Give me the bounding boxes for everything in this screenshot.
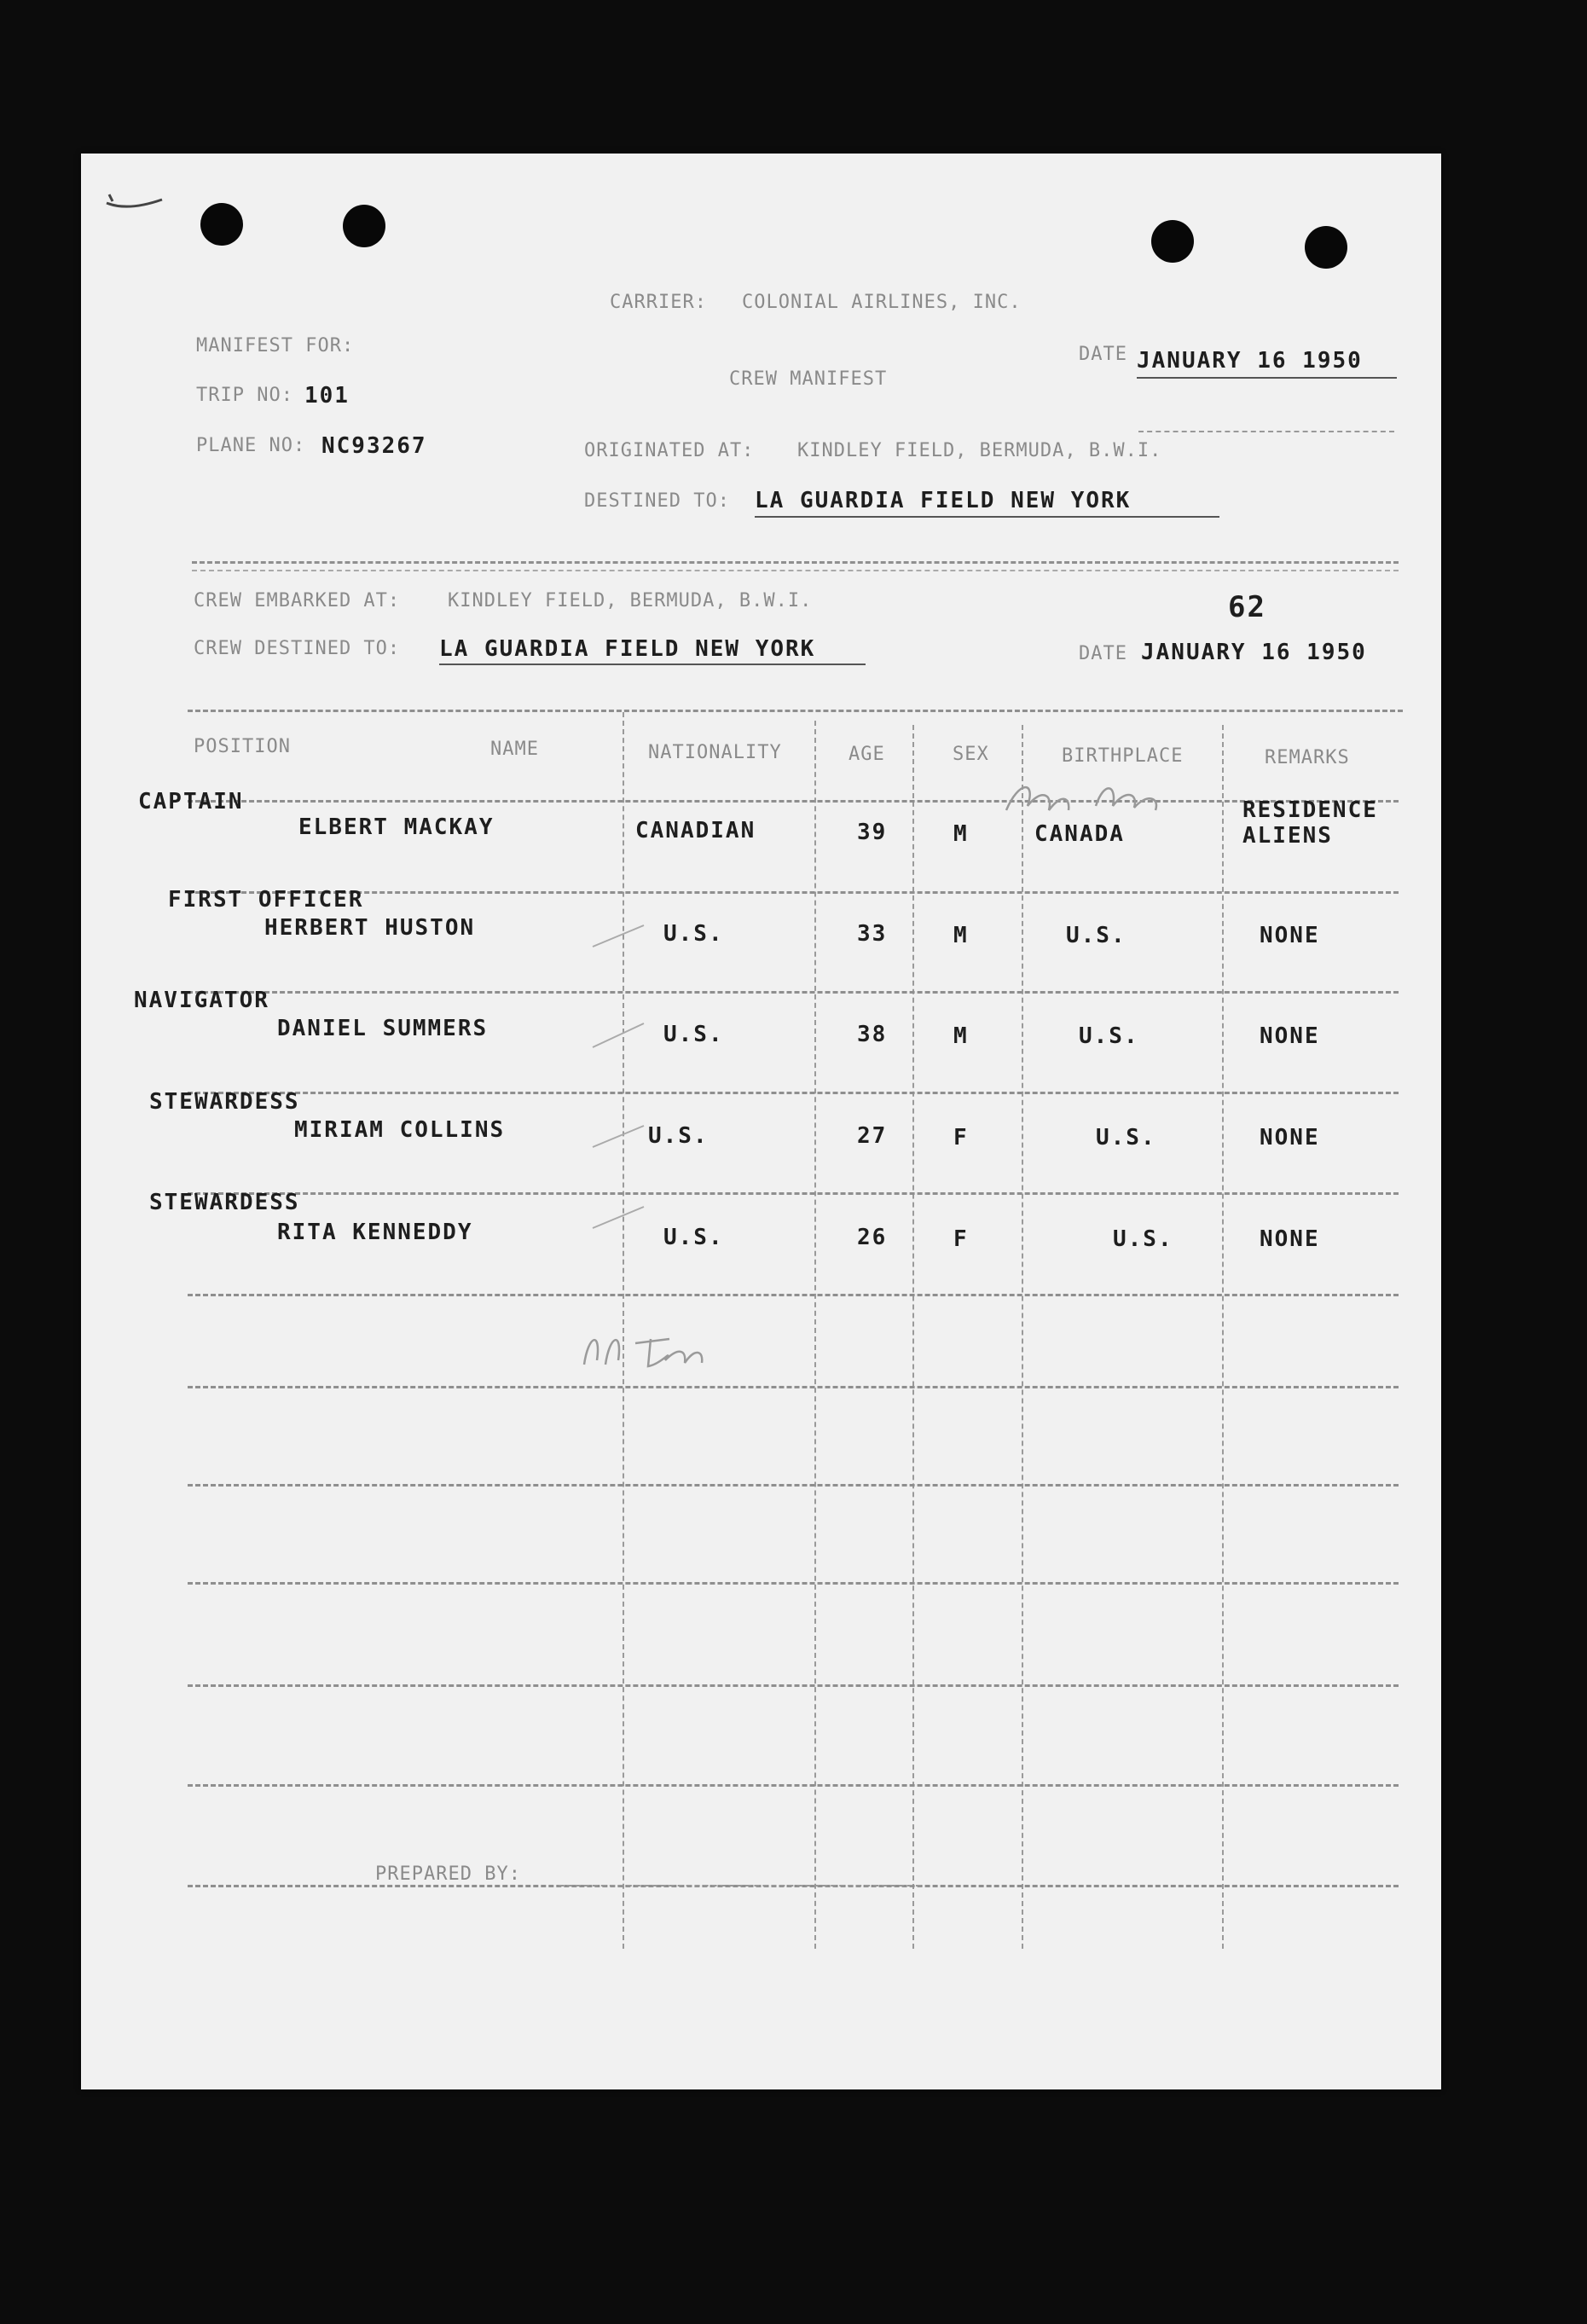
col-header-remarks: REMARKS <box>1265 747 1350 768</box>
initials-signature-icon <box>576 1313 780 1382</box>
row-name: ELBERT MACKAY <box>298 814 495 840</box>
punch-hole-icon <box>1151 220 1194 263</box>
pencil-tick-icon <box>584 904 652 1245</box>
row-age: 39 <box>857 820 888 845</box>
crew-date: JANUARY 16 1950 <box>1141 640 1367 665</box>
col-header-age: AGE <box>849 744 885 765</box>
trip-number: 101 <box>304 383 350 409</box>
row-age: 33 <box>857 921 888 947</box>
row-name: RITA KENNEDDY <box>277 1220 473 1245</box>
plane-label: PLANE NO: <box>196 435 306 456</box>
date-label: DATE <box>1079 344 1127 365</box>
punch-hole-icon <box>1305 226 1347 269</box>
row-nationality: U.S. <box>663 921 724 947</box>
row-birthplace: U.S. <box>1066 923 1127 948</box>
row-sex: M <box>953 1023 969 1049</box>
crew-embarked-label: CREW EMBARKED AT: <box>194 590 401 611</box>
row-position: STEWARDESS <box>149 1190 300 1215</box>
manifest-number: 62 <box>1228 590 1266 624</box>
row-birthplace: U.S. <box>1079 1023 1139 1049</box>
crew-embarked-value: KINDLEY FIELD, BERMUDA, B.W.I. <box>448 590 813 611</box>
carrier-value: COLONIAL AIRLINES, INC. <box>742 292 1022 313</box>
row-name: MIRIAM COLLINS <box>294 1117 506 1143</box>
trip-label: TRIP NO: <box>196 385 293 406</box>
punch-hole-icon <box>200 203 243 246</box>
row-remarks: NONE <box>1260 1023 1320 1049</box>
crew-destined-label: CREW DESTINED TO: <box>194 638 401 659</box>
row-remarks: NONE <box>1260 1125 1320 1150</box>
row-age: 27 <box>857 1123 888 1149</box>
col-header-birthplace: BIRTHPLACE <box>1062 745 1184 767</box>
manifest-for-label: MANIFEST FOR: <box>196 335 355 356</box>
row-nationality: U.S. <box>663 1022 724 1047</box>
col-header-sex: SEX <box>953 744 989 765</box>
col-header-position: POSITION <box>194 736 291 757</box>
crew-date-label: DATE <box>1079 643 1127 664</box>
row-sex: F <box>953 1226 969 1252</box>
manifest-title: CREW MANIFEST <box>729 368 888 390</box>
row-birthplace: CANADA <box>1034 821 1125 847</box>
row-name: HERBERT HUSTON <box>264 915 476 941</box>
prepared-by-label: PREPARED BY: <box>375 1863 521 1885</box>
row-birthplace: U.S. <box>1113 1226 1173 1252</box>
crew-destined-value: LA GUARDIA FIELD NEW YORK <box>439 636 816 662</box>
row-nationality: U.S. <box>663 1225 724 1250</box>
destined-label: DESTINED TO: <box>584 490 730 512</box>
row-remarks: NONE <box>1260 1226 1320 1252</box>
header-date: JANUARY 16 1950 <box>1137 348 1363 374</box>
handwritten-scribble-icon <box>1002 772 1190 823</box>
plane-number: NC93267 <box>321 433 427 459</box>
row-remarks: NONE <box>1260 923 1320 948</box>
row-age: 38 <box>857 1022 888 1047</box>
manifest-sheet <box>81 154 1441 2089</box>
row-age: 26 <box>857 1225 888 1250</box>
row-sex: M <box>953 923 969 948</box>
row-birthplace: U.S. <box>1096 1125 1156 1150</box>
originated-value: KINDLEY FIELD, BERMUDA, B.W.I. <box>797 440 1162 461</box>
originated-label: ORIGINATED AT: <box>584 440 755 461</box>
row-position: FIRST OFFICER <box>168 887 364 913</box>
destined-value: LA GUARDIA FIELD NEW YORK <box>755 488 1132 513</box>
punch-hole-icon <box>343 205 385 247</box>
row-sex: M <box>953 821 969 847</box>
carrier-label: CARRIER: <box>610 292 707 313</box>
row-nationality: CANADIAN <box>635 818 756 843</box>
row-name: DANIEL SUMMERS <box>277 1016 489 1041</box>
col-header-name: NAME <box>490 739 539 760</box>
col-header-nationality: NATIONALITY <box>648 742 782 763</box>
row-remarks: RESIDENCE ALIENS <box>1242 797 1378 849</box>
pencil-mark-icon <box>102 188 171 213</box>
row-sex: F <box>953 1125 969 1150</box>
row-nationality: U.S. <box>648 1123 709 1149</box>
row-position: STEWARDESS <box>149 1089 300 1115</box>
row-position: CAPTAIN <box>138 789 244 814</box>
row-position: NAVIGATOR <box>134 988 269 1013</box>
